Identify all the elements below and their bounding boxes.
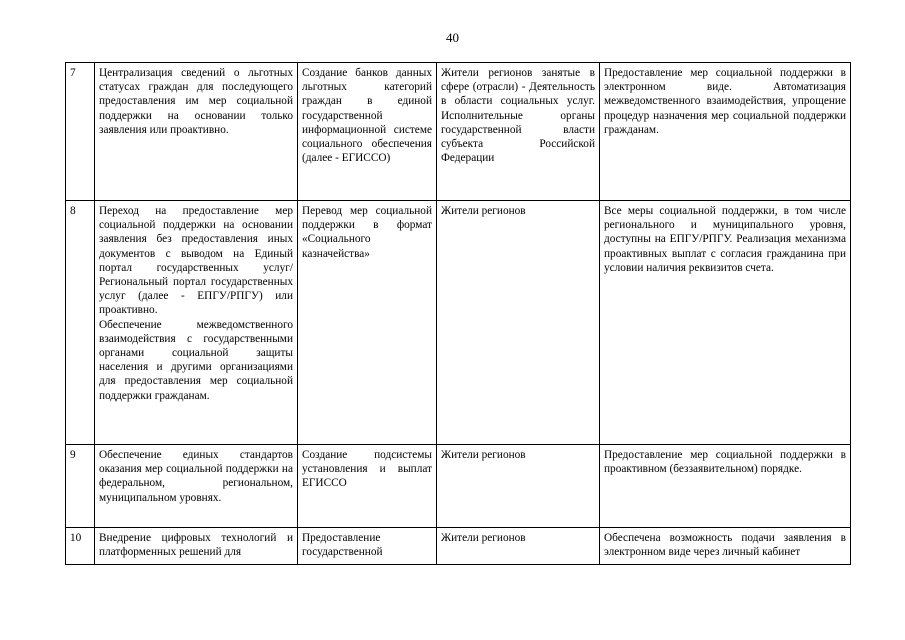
result-cell [298,528,437,565]
effect-cell [600,201,851,445]
measures-table [65,62,851,565]
target-cell [437,445,600,528]
effect-text: Обеспечена возможность подачи заявления в электронном виде через личный кабинет [604,532,846,559]
table-row [66,201,851,445]
row-number: 8 [66,201,95,445]
target-text: Жители регионов [441,205,526,217]
measure-cell [95,63,298,201]
effect-cell [600,445,851,528]
target-text: Жители регионов [441,532,526,544]
row-number: 7 [66,63,95,201]
measure-text: Обеспечение единых стандартов оказания мер социальной поддержки на федеральном, региональном, муниципальном уровнях. [99,449,293,504]
result-text: Перевод мер социальной поддержки в формат «Социального казначейства» [302,205,432,260]
result-cell [298,63,437,201]
effect-cell [600,63,851,201]
measure-text: Централизация сведений о льготных статусах граждан для последующего предоставления им мер социальной поддержки на основании только заявления или проактивно. [99,67,293,136]
target-cell [437,201,600,445]
table-row [66,63,851,201]
measure-cell [95,445,298,528]
row-number: 9 [66,445,95,528]
result-text: Создание банков данных льготных категорий граждан в единой государственной информационной системе социального обеспечения (далее - ЕГИССО) [302,67,432,165]
measure-cell [95,528,298,565]
row-number: 10 [66,528,95,565]
result-text: Предоставление государственной [302,532,383,559]
result-cell [298,201,437,445]
measure-text: Внедрение цифровых технологий и платформенных решений для [99,532,293,559]
result-cell [298,445,437,528]
result-text: Создание подсистемы установления и выплат ЕГИССО [302,449,432,490]
effect-text: Все меры социальной поддержки, в том числе регионального и муниципального уровня, доступны на ЕПГУ/РПГУ. Реализация механизма проактивных выплат с согласия гражданина при условии наличия реквизитов счета. [604,205,846,274]
effect-text: Предоставление мер социальной поддержки в электронном виде. Автоматизация межведомственного взаимодействия, упрощение процедур назначения мер социальной поддержки гражданам. [604,67,846,136]
measure-cell [95,201,298,445]
target-text: Жители регионов [441,449,526,461]
target-cell [437,528,600,565]
target-text: Жители регионов занятые в сфере (отрасли) - Деятельность в области социальных услуг. Исполнительные органы государственной власти субъекта Российской Федерации [441,67,595,165]
target-cell [437,63,600,201]
page-number: 40 [446,30,459,45]
table-row [66,528,851,565]
measure-text: Переход на предоставление мер социальной поддержки на основании заявления без предоставления иных документов с выводом на Единый портал государственных услуг/ Региональный портал государственных услуг (далее - ЕПГУ/РПГУ) или проактивно. Обеспечение межведомственного взаимодействия с государственными органами социальной защиты населения и другими организациями для предоставления мер социальной поддержки гражданам. [99,205,293,402]
effect-cell [600,528,851,565]
table-row [66,445,851,528]
effect-text: Предоставление мер социальной поддержки в проактивном (беззаявительном) порядке. [604,449,846,476]
